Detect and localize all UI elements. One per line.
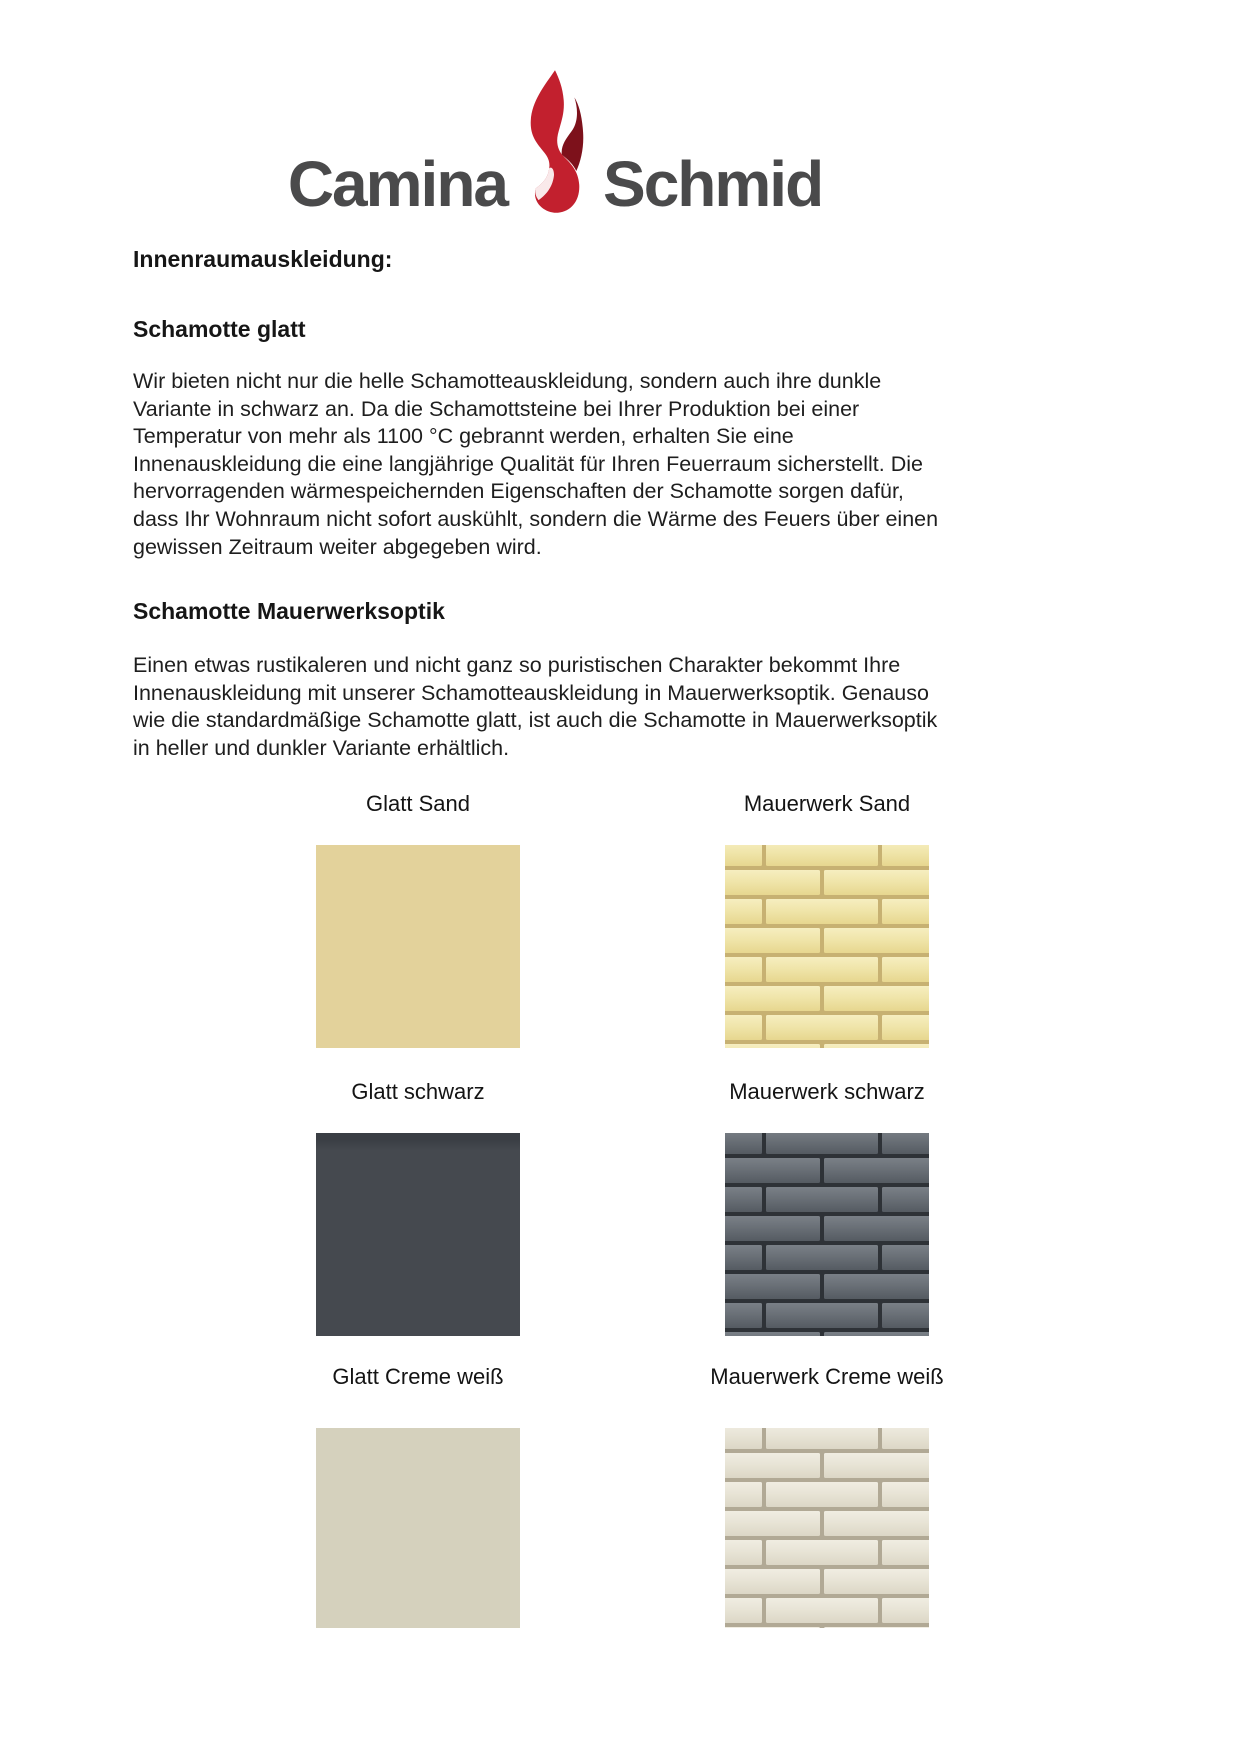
flame-icon bbox=[524, 66, 586, 216]
heading-schamotte-glatt: Schamotte glatt bbox=[133, 316, 306, 342]
swatch-mauerwerk-schwarz bbox=[725, 1133, 929, 1336]
swatch-label-glatt-schwarz: Glatt schwarz bbox=[351, 1079, 485, 1104]
text-line: dass Ihr Wohnraum nicht sofort auskühlt, sondern die Wärme des Feuers über einen bbox=[133, 506, 939, 531]
brick-pattern bbox=[725, 1428, 929, 1628]
text-line: Innenauskleidung die eine langjährige Qualität für Ihren Feuerraum sicherstellt. Die bbox=[133, 451, 923, 476]
logo-text-camina: Camina bbox=[287, 148, 508, 221]
swatch-label-mauerwerk-creme-weiss: Mauerwerk Creme weiß bbox=[710, 1364, 944, 1389]
brick-pattern bbox=[725, 845, 929, 1048]
paragraph-schamotte-glatt bbox=[133, 368, 938, 561]
swatch-glatt-sand bbox=[316, 845, 520, 1048]
logo-text-schmid: Schmid bbox=[603, 148, 823, 221]
swatch-mauerwerk-creme-weiss bbox=[725, 1428, 929, 1628]
heading-innenraumauskleidung: Innenraumauskleidung: bbox=[133, 246, 393, 272]
swatch-mauerwerk-sand bbox=[725, 845, 929, 1048]
brick-pattern bbox=[725, 1133, 929, 1336]
brand-logo bbox=[0, 62, 1110, 221]
text-line: wie die standardmäßige Schamotte glatt, ist auch die Schamotte in Mauerwerksoptik bbox=[133, 708, 938, 733]
text-line: Einen etwas rustikaleren und nicht ganz so puristischen Charakter bekommt Ihre bbox=[133, 653, 901, 677]
heading-schamotte-mauerwerksoptik: Schamotte Mauerwerksoptik bbox=[133, 598, 445, 624]
swatch-label-mauerwerk-sand: Mauerwerk Sand bbox=[743, 791, 911, 816]
text-line: Variante in schwarz an. Da die Schamottsteine bei Ihrer Produktion bei einer bbox=[133, 396, 860, 421]
swatch-label-glatt-creme-weiss: Glatt Creme weiß bbox=[332, 1364, 504, 1389]
swatch-glatt-creme-weiss bbox=[316, 1428, 520, 1628]
paragraph-mauerwerksoptik bbox=[133, 652, 937, 762]
text-line: hervorragenden wärmespeichernden Eigenschaften der Schamotte sorgen dafür, bbox=[133, 479, 904, 504]
text-line: Innenauskleidung mit unserer Schamotteauskleidung in Mauerwerksoptik. Genauso bbox=[133, 680, 929, 705]
swatch-label-mauerwerk-schwarz: Mauerwerk schwarz bbox=[729, 1079, 925, 1104]
text-line: Wir bieten nicht nur die helle Schamotteauskleidung, sondern auch ihre dunkle bbox=[133, 369, 882, 393]
swatch-glatt-schwarz bbox=[316, 1133, 520, 1336]
text-line: gewissen Zeitraum weiter abgegeben wird. bbox=[133, 534, 542, 559]
swatch-label-glatt-sand: Glatt Sand bbox=[366, 791, 470, 816]
text-line: Temperatur von mehr als 1100 °C gebrannt werden, erhalten Sie eine bbox=[133, 424, 794, 449]
text-line: in heller und dunkler Variante erhältlich. bbox=[133, 735, 510, 760]
